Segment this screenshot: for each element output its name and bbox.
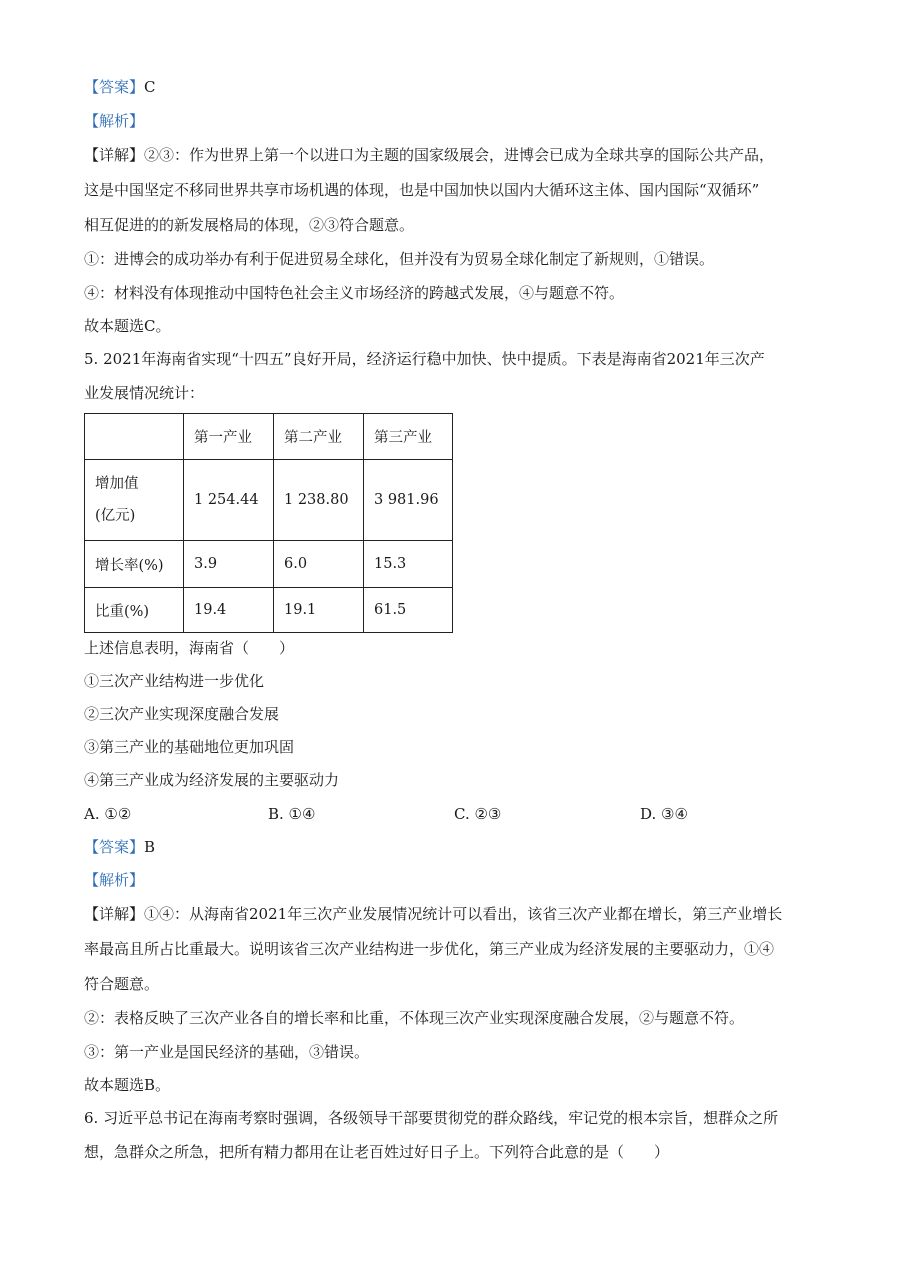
table-header-cell (85, 414, 184, 460)
item-1-explanation: ①：进博会的成功举办有利于促进贸易全球化，但并没有为贸易全球化制定了新规则，①错误。 (84, 250, 715, 268)
detail-line-2: 这是中国坚定不移同世界共享市场机遇的体现，也是中国加快以国内大循环这主体、国内国际“双循环” (84, 181, 760, 199)
option-b: B. ①④ (268, 805, 316, 823)
table-cell: 6.0 (274, 541, 364, 588)
row-label: 比重(%) (85, 588, 184, 633)
table-cell: 15.3 (364, 541, 453, 588)
row-label: 增长率(%) (85, 541, 184, 588)
item-2-explanation: ②：表格反映了三次产业各自的增长率和比重，不体现三次产业实现深度融合发展，②与题意不符。 (84, 1009, 745, 1027)
question-5-stem-1: 5. 2021年海南省实现“十四五”良好开局，经济运行稳中加快、快中提质。下表是海南省2021年三次产 (84, 350, 765, 368)
question-6-stem-2: 想，急群众之所急，把所有精力都用在让老百姓过好日子上。下列符合此意的是（ ） (84, 1143, 670, 1161)
conclusion: 故本题选C。 (84, 317, 171, 335)
item-4-explanation: ④：材料没有体现推动中国特色社会主义市场经济的跨越式发展，④与题意不符。 (84, 284, 625, 302)
statement-2: ②三次产业实现深度融合发展 (84, 705, 280, 723)
item-3-explanation: ③：第一产业是国民经济的基础，③错误。 (84, 1043, 370, 1061)
answer-value: C (144, 78, 156, 96)
table-cell: 19.1 (274, 588, 364, 633)
table-cell: 61.5 (364, 588, 453, 633)
detail-text: ①④：从海南省2021年三次产业发展情况统计可以看出，该省三次产业都在增长，第三产业增长 (144, 905, 783, 923)
conclusion: 故本题选B。 (84, 1076, 171, 1094)
statement-4: ④第三产业成为经济发展的主要驱动力 (84, 771, 340, 789)
table-cell: 1 254.44 (184, 460, 274, 541)
row-label-line-1: 增加值 (95, 476, 139, 492)
table-row (85, 588, 453, 633)
answer-line (84, 78, 156, 96)
detail-line-1 (84, 146, 774, 164)
answer-line (84, 838, 155, 856)
table-cell: 3.9 (184, 541, 274, 588)
option-c: C. ②③ (454, 805, 502, 823)
detail-tag: 【详解】 (84, 905, 145, 923)
table-cell: 3 981.96 (364, 460, 453, 541)
detail-line-2: 率最高且所占比重最大。说明该省三次产业结构进一步优化，第三产业成为经济发展的主要驱动力，①④ (84, 940, 775, 958)
question-5-prompt: 上述信息表明，海南省（ ） (84, 639, 295, 657)
table-row (85, 460, 453, 541)
detail-text: ②③：作为世界上第一个以进口为主题的国家级展会，进博会已成为全球共享的国际公共产品， (144, 146, 775, 164)
detail-line-3: 符合题意。 (84, 975, 160, 993)
table-header-cell: 第三产业 (364, 414, 453, 460)
statement-1: ①三次产业结构进一步优化 (84, 672, 265, 690)
option-a: A. ①② (84, 805, 132, 823)
row-label (85, 460, 184, 541)
answer-tag: 【答案】 (84, 78, 145, 96)
answer-value: B (144, 838, 156, 856)
table-header-cell: 第二产业 (274, 414, 364, 460)
table-header-cell: 第一产业 (184, 414, 274, 460)
detail-line-1 (84, 905, 782, 923)
question-5-stem-2: 业发展情况统计： (84, 384, 205, 402)
row-label-line-2: (亿元) (95, 508, 136, 524)
question-6-stem-1: 6. 习近平总书记在海南考察时强调，各级领导干部要贯彻党的群众路线，牢记党的根本宗旨，想群众之所 (84, 1109, 779, 1127)
statement-3: ③第三产业的基础地位更加巩固 (84, 738, 295, 756)
detail-tag: 【详解】 (84, 146, 145, 164)
table-cell: 1 238.80 (274, 460, 364, 541)
table-header-row (85, 414, 453, 460)
analysis-tag: 【解析】 (84, 871, 145, 889)
detail-line-3: 相互促进的的新发展格局的体现，②③符合题意。 (84, 216, 415, 234)
analysis-tag: 【解析】 (84, 112, 145, 130)
industry-stats-table (84, 413, 453, 633)
answer-tag: 【答案】 (84, 838, 145, 856)
table-row (85, 541, 453, 588)
table-cell: 19.4 (184, 588, 274, 633)
option-d: D. ③④ (640, 805, 688, 823)
